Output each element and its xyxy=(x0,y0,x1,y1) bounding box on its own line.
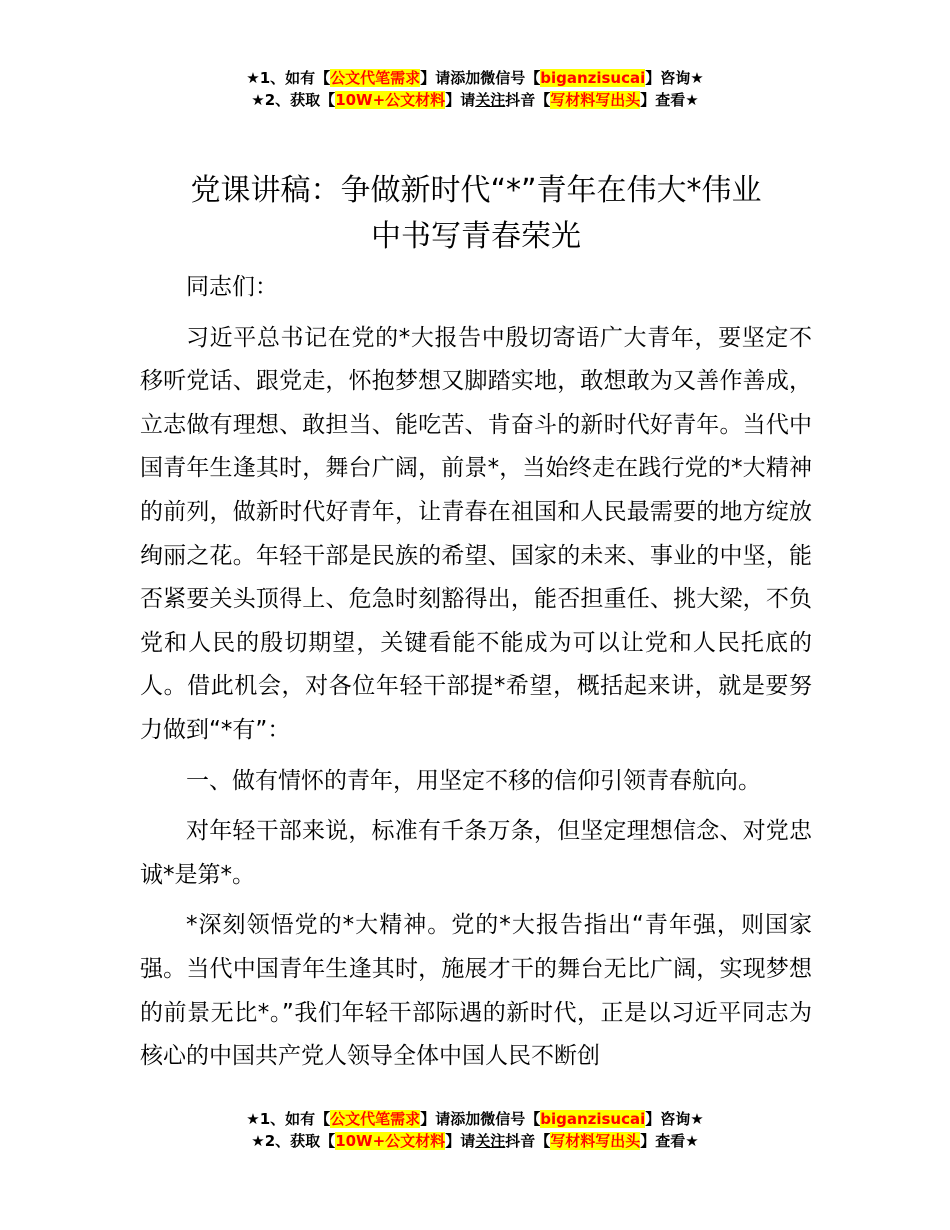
underlined-follow: 关注 xyxy=(475,91,506,109)
banner-text: 】请 xyxy=(445,91,476,109)
highlight-wechat-id: biganzisucai xyxy=(540,1110,646,1128)
banner-text: 】请 xyxy=(445,1132,476,1150)
highlight-materials: 10W+公文材料 xyxy=(335,91,446,109)
banner-text: ★2、获取【 xyxy=(251,91,336,109)
footer-banner xyxy=(0,1108,950,1152)
banner-line-1 xyxy=(0,1108,950,1130)
banner-line-2 xyxy=(0,89,950,111)
banner-line-2 xyxy=(0,1130,950,1152)
highlight-materials: 10W+公文材料 xyxy=(335,1132,446,1150)
banner-text: 】查看★ xyxy=(640,1132,699,1150)
banner-line-1 xyxy=(0,67,950,89)
paragraph: 对年轻干部来说，标准有千条万条，但坚定理想信念、对党忠诚*是第*。 xyxy=(140,818,812,888)
banner-text: 抖音【 xyxy=(505,91,551,109)
banner-text: 】请添加微信号【 xyxy=(420,69,541,87)
highlight-wechat-id: biganzisucai xyxy=(540,69,646,87)
banner-text: ★1、如有【 xyxy=(246,69,331,87)
banner-text: 抖音【 xyxy=(505,1132,551,1150)
banner-text: 】请添加微信号【 xyxy=(420,1110,541,1128)
document-title xyxy=(140,168,812,260)
highlight-douyin-account: 写材料写出头 xyxy=(550,91,641,109)
section-heading: 一、做有情怀的青年，用坚定不移的信仰引领青春航向。 xyxy=(186,767,761,794)
paragraph: *深刻领悟党的*大精神。党的*大报告指出“青年强，则国家强。当代中国青年生逢其时，施展才干的舞台无比广阔，实现梦想的前景无比*。”我们年轻干部际遇的新时代，正是以习近平同志为核心的中国共产党人领导全体中国人民不断创 xyxy=(140,912,812,1070)
title-line-2: 中书写青春荣光 xyxy=(371,219,581,254)
highlight-service: 公文代笔需求 xyxy=(330,1110,421,1128)
banner-text: 】咨询★ xyxy=(645,1110,704,1128)
banner-text: 】查看★ xyxy=(640,91,699,109)
banner-text: ★2、获取【 xyxy=(251,1132,336,1150)
title-line-1: 党课讲稿：争做新时代“*”青年在伟大*伟业 xyxy=(190,173,762,208)
header-banner xyxy=(0,67,950,111)
paragraph-salutation: 同志们： xyxy=(186,274,278,300)
highlight-douyin-account: 写材料写出头 xyxy=(550,1132,641,1150)
highlight-service: 公文代笔需求 xyxy=(330,69,421,87)
banner-text: 】咨询★ xyxy=(645,69,704,87)
underlined-follow: 关注 xyxy=(475,1132,506,1150)
banner-text: ★1、如有【 xyxy=(246,1110,331,1128)
document-body xyxy=(140,266,812,1086)
paragraph: 习近平总书记在党的*大报告中殷切寄语广大青年，要坚定不移听党话、跟党走，怀抱梦想又脚踏实地，敢想敢为又善作善成，立志做有理想、敢担当、能吃苦、肯奋斗的新时代好青年。当代中国青年生逢其时，舞台广阔，前景*，当始终走在践行党的*大精神的前列，做新时代好青年，让青春在祖国和人民最需要的地方绽放绚丽之花。年轻干部是民族的希望、国家的未来、事业的中坚，能否紧要关头顶得上、危急时刻豁得出，能否担重任、挑大梁，不负党和人民的殷切期望，关键看能不能成为可以让党和人民托底的人。借此机会，对各位年轻干部提*希望，概括起来讲，就是要努力做到“*有”： xyxy=(140,324,812,743)
